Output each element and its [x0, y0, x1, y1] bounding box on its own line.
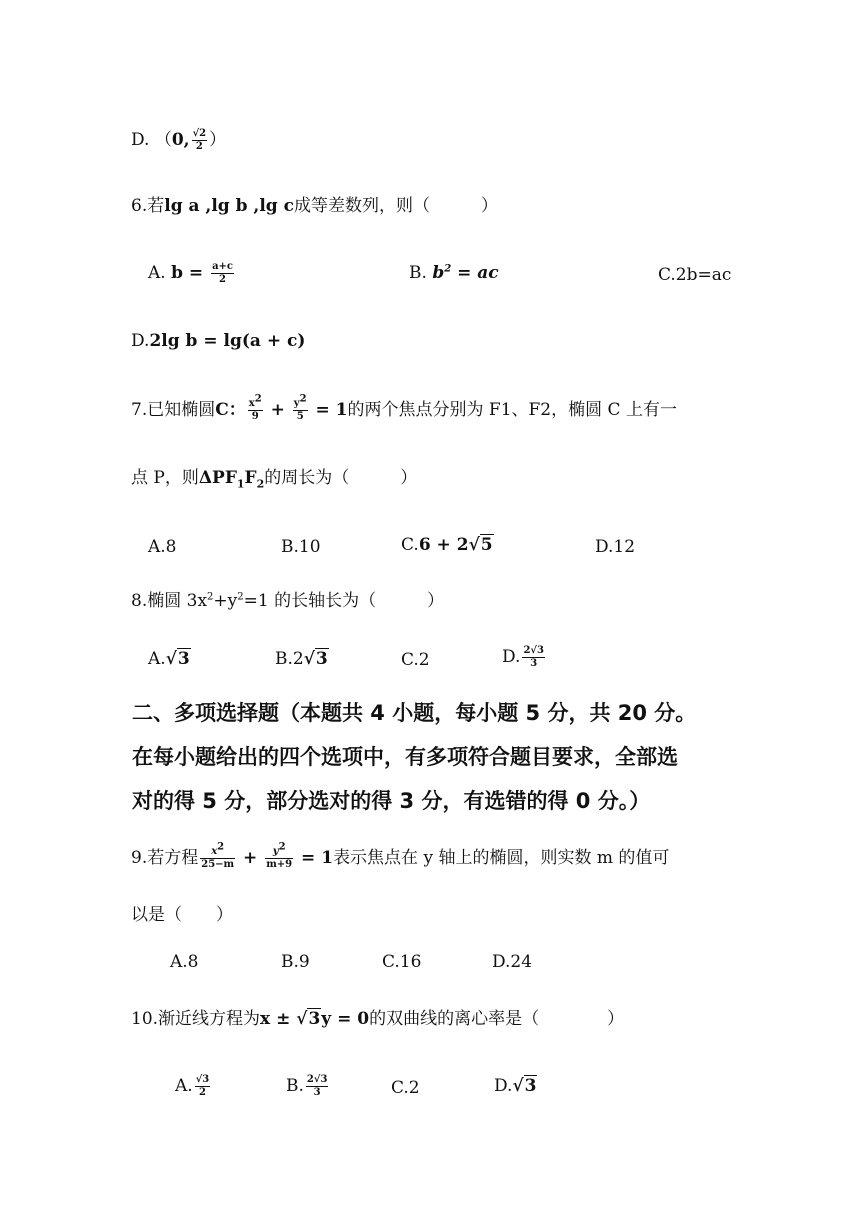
q8-option-c: C.2 [401, 650, 430, 670]
fraction [293, 393, 308, 423]
math-text: 2 [256, 477, 265, 491]
sqrt: √3 [296, 1009, 321, 1029]
math-text: = ac [451, 263, 499, 283]
option-label: D. [494, 1076, 513, 1096]
question-9 [131, 841, 670, 871]
option-label: A. [148, 649, 166, 669]
math-text: lg a ,lg b ,lg c [164, 196, 294, 216]
math-text: 1 [236, 477, 245, 491]
q10-option-c: C.2 [391, 1078, 420, 1098]
math-text: = 1 [295, 848, 334, 868]
math-text: C： [215, 400, 246, 420]
question-text: 的双曲线的离心率是（ ） [369, 1009, 625, 1029]
q7-option-a: A.8 [148, 537, 177, 557]
math-text: 2lg b = lg(a + c) [149, 331, 306, 351]
math-text: 2 [219, 274, 227, 285]
q7-option-b: B.10 [281, 537, 321, 557]
q9-option-b: B.9 [281, 952, 310, 972]
sqrt: √3 [512, 1076, 537, 1096]
sqrt-symbol: √ [195, 1074, 203, 1085]
option-label: D. [502, 647, 521, 667]
sqrt: √5 [468, 535, 493, 555]
math-text: 2 [199, 128, 207, 139]
math-text: 2 [444, 263, 452, 275]
math-text: 3 [202, 1074, 210, 1085]
math-text: m+9 [266, 859, 293, 870]
q9-option-d: D.24 [492, 952, 533, 972]
math-text: 5 [296, 411, 304, 422]
fraction [306, 1074, 329, 1099]
question-text: +y [213, 591, 238, 611]
option-label: B.2 [275, 649, 304, 669]
question-text: 点 P，则 [131, 468, 199, 488]
math-text: + [237, 848, 264, 868]
q7-option-d: D.12 [595, 537, 636, 557]
math-text: 2 [217, 841, 225, 853]
q10-option-b [286, 1074, 330, 1099]
q10-option-a [175, 1074, 212, 1099]
q8-option-d [502, 645, 547, 670]
fraction [200, 841, 235, 871]
option-label: B. [409, 263, 427, 283]
question-text: =1 的长轴长为（ ） [243, 591, 445, 611]
math-text: 3 [536, 645, 544, 656]
option-label: D. [131, 331, 150, 351]
math-text: b = [171, 263, 210, 283]
question-text: 6.若 [131, 196, 165, 216]
math-text: 5 [480, 535, 493, 555]
q7-option-c [401, 533, 494, 557]
fraction [211, 261, 234, 286]
math-text: 2 [278, 841, 286, 853]
math-text: 3 [320, 1074, 328, 1085]
math-text: x ± [260, 1009, 297, 1029]
question-10 [131, 1007, 624, 1031]
math-text: 9 [251, 411, 259, 422]
sqrt-symbol: √ [192, 128, 200, 139]
math-text: 2 [299, 393, 307, 405]
math-text: 3 [315, 649, 328, 669]
q6-option-c: C.2b=ac [658, 265, 732, 285]
math-text: 0, [171, 130, 190, 150]
question-7-line-2 [131, 466, 417, 490]
option-label: C. [401, 535, 419, 555]
math-text: 2 [195, 141, 203, 152]
q9-option-a: A.8 [170, 952, 199, 972]
fraction [195, 1074, 211, 1099]
option-label: A. [148, 263, 166, 283]
sqrt: √3 [303, 649, 328, 669]
sqrt-symbol: √ [530, 645, 537, 656]
fraction [192, 128, 208, 153]
math-text: 6 + 2 [418, 535, 469, 555]
q8-option-a [148, 647, 191, 671]
question-6 [131, 194, 498, 218]
question-text: 9.若方程 [131, 848, 199, 868]
q5-option-d [131, 128, 226, 153]
question-text: 的两个焦点分别为 F1、F2，椭圆 C 上有一 [347, 400, 677, 420]
question-text: 8.椭圆 3x [131, 591, 208, 611]
math-text: 2 [237, 591, 244, 603]
math-text: 2 [523, 645, 531, 656]
math-text: x [211, 846, 218, 857]
math-text: 2 [306, 1074, 314, 1085]
option-label: D. （ [131, 130, 172, 150]
math-text: 3 [524, 1076, 537, 1096]
q10-option-d [494, 1074, 537, 1098]
math-text: 2 [207, 591, 214, 603]
q6-option-d [131, 329, 305, 353]
q8-option-b [275, 647, 329, 671]
math-text: = 1 [309, 400, 348, 420]
section-2-line-2: 在每小题给出的四个选项中，有多项符合题目要求，全部选 [132, 745, 678, 769]
math-text: 3 [177, 649, 190, 669]
math-text: x [248, 398, 255, 409]
question-8 [131, 589, 444, 613]
q9-option-c: C.16 [382, 952, 422, 972]
question-9-line-2: 以是（ ） [131, 905, 233, 925]
math-text: 3 [313, 1087, 321, 1098]
question-text: 的周长为（ ） [264, 468, 418, 488]
question-text: 10.渐近线方程为 [131, 1009, 261, 1029]
fraction [522, 645, 545, 670]
math-text: 3 [530, 658, 538, 669]
math-text: a+c [212, 261, 234, 272]
math-text: 2 [254, 393, 262, 405]
math-text: 25−m [201, 859, 235, 870]
section-2-line-3: 对的得 5 分，部分选对的得 3 分，有选错的得 0 分。） [132, 789, 651, 813]
q6-option-b [409, 261, 499, 285]
question-text: 成等差数列，则（ ） [293, 196, 498, 216]
option-label: A. [175, 1076, 193, 1096]
math-text: 3 [308, 1009, 321, 1029]
fraction [248, 393, 263, 423]
option-label: ） [209, 130, 227, 150]
math-text: + [264, 400, 291, 420]
question-text: 表示焦点在 y 轴上的椭圆，则实数 m 的值可 [333, 848, 670, 868]
math-text: b [432, 263, 445, 283]
math-text: ΔPF [198, 468, 237, 488]
sqrt-symbol: √ [313, 1074, 321, 1085]
question-text: 7.已知椭圆 [131, 400, 216, 420]
question-7 [131, 393, 677, 423]
option-label: B. [286, 1076, 304, 1096]
section-2-line-1: 二、多项选择题（本题共 4 小题，每小题 5 分，共 20 分。 [132, 701, 697, 725]
q6-option-a [148, 261, 236, 286]
math-text: 2 [198, 1087, 206, 1098]
math-text: F [244, 468, 257, 488]
math-text: y [272, 846, 279, 857]
math-text: y [293, 398, 300, 409]
sqrt: √3 [165, 649, 190, 669]
fraction [265, 841, 293, 871]
math-text: y = 0 [321, 1009, 370, 1029]
